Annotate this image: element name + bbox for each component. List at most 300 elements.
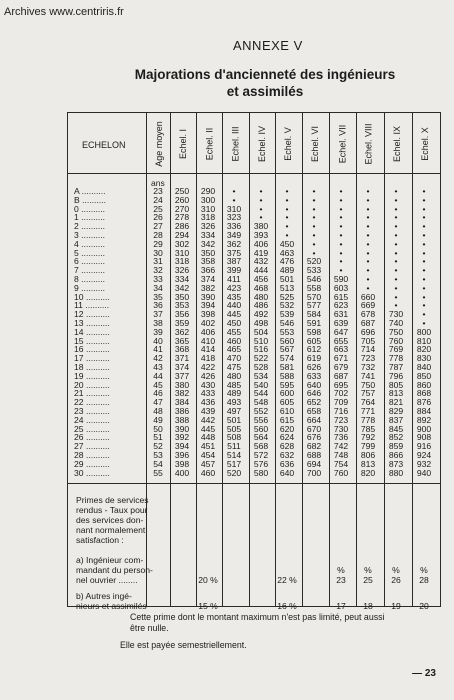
value-cell: • xyxy=(312,230,316,240)
echelon-label: 30 .......... xyxy=(74,467,110,478)
value-cell: 748 xyxy=(333,450,349,460)
prime-a-label xyxy=(76,555,153,585)
value-cell: 448 xyxy=(200,432,216,443)
age-cell: 53 xyxy=(153,450,163,460)
value-cell: 286 xyxy=(174,221,190,232)
value-cell: 556 xyxy=(253,414,269,425)
value-cell: 740 xyxy=(388,318,404,328)
value-cell: • xyxy=(422,230,426,240)
value-cell: 392 xyxy=(174,432,190,443)
value-cell: • xyxy=(259,203,263,214)
value-cell: 450 xyxy=(279,238,295,249)
column-header-text: Echel. VII xyxy=(337,124,347,164)
value-cell: • xyxy=(422,282,426,293)
value-cell: • xyxy=(394,194,398,205)
value-cell: • xyxy=(312,194,316,205)
column-header-text: Echel. VI xyxy=(310,125,320,163)
age-cell: 45 xyxy=(153,379,163,390)
value-cell: 350 xyxy=(200,247,216,258)
value-cell: • xyxy=(422,274,426,284)
value-cell: 663 xyxy=(333,344,349,355)
value-cell: • xyxy=(285,194,289,205)
value-cell: • xyxy=(285,186,289,196)
value-cell: 435 xyxy=(226,291,242,302)
value-cell: • xyxy=(259,212,263,223)
value-cell: 546 xyxy=(306,274,322,284)
prime-a-line: nel ouvrier ........ xyxy=(76,575,138,586)
value-cell: 419 xyxy=(253,247,269,258)
value-cell: 572 xyxy=(253,450,269,460)
value-cell: 475 xyxy=(226,362,242,372)
value-cell: 399 xyxy=(226,265,242,276)
age-cell: 25 xyxy=(153,203,163,214)
age-cell: 35 xyxy=(153,291,163,302)
value-cell: 436 xyxy=(200,397,216,408)
value-cell: 626 xyxy=(306,362,322,372)
value-cell: 732 xyxy=(360,362,376,372)
value-cell: 620 xyxy=(279,423,295,434)
value-cell: 560 xyxy=(279,335,295,346)
footer-line-1: Cette prime dont le montant maximum n'est pas limité, peut aussi xyxy=(130,612,385,622)
echelon-label: 15 .......... xyxy=(74,335,110,346)
value-cell: • xyxy=(422,221,426,232)
value-cell: 760 xyxy=(388,335,404,346)
column-header-text: Echel. X xyxy=(420,127,430,161)
value-cell: 603 xyxy=(333,282,349,293)
prime-b-value: 20 xyxy=(419,601,429,612)
prime-b-line: nieurs et assimilés xyxy=(76,601,147,612)
echelon-label: 19 .......... xyxy=(74,370,110,381)
echelon-label: 8 .......... xyxy=(74,274,106,284)
table-row xyxy=(68,469,442,478)
value-cell: • xyxy=(339,221,343,232)
echelon-label: 23 .......... xyxy=(74,406,110,416)
value-cell: 520 xyxy=(306,256,322,267)
value-cell: 605 xyxy=(279,397,295,408)
value-cell: 632 xyxy=(279,450,295,460)
value-cell: 576 xyxy=(253,458,269,469)
value-cell: • xyxy=(366,247,370,258)
value-cell: • xyxy=(312,212,316,223)
value-cell: 577 xyxy=(306,300,322,311)
age-cell: 50 xyxy=(153,423,163,434)
value-cell: 810 xyxy=(416,335,432,346)
age-cell: 38 xyxy=(153,318,163,328)
value-cell: 371 xyxy=(174,353,190,364)
value-cell: 709 xyxy=(333,397,349,408)
prime-b-value: 17 xyxy=(336,601,346,612)
value-cell: 374 xyxy=(174,362,190,372)
value-cell: 664 xyxy=(306,414,322,425)
value-cell: 504 xyxy=(253,326,269,337)
value-cell: 528 xyxy=(253,362,269,372)
echelon-label: 28 .......... xyxy=(74,450,110,460)
value-cell: 764 xyxy=(360,397,376,408)
column-header-text: Echel. I xyxy=(178,128,189,160)
value-cell: • xyxy=(339,238,343,249)
value-cell: 598 xyxy=(306,326,322,337)
value-cell: 799 xyxy=(360,441,376,452)
value-cell: • xyxy=(339,194,343,205)
age-cell: 40 xyxy=(153,335,163,346)
value-cell: 410 xyxy=(200,335,216,346)
value-cell: 688 xyxy=(306,450,322,460)
value-cell: 805 xyxy=(388,379,404,390)
column-header-text: Echel. IV xyxy=(257,125,267,163)
value-cell: 480 xyxy=(253,291,269,302)
value-cell: 866 xyxy=(388,450,404,460)
value-cell: 639 xyxy=(333,318,349,328)
prime-a-value: % 28 xyxy=(419,565,429,586)
value-cell: • xyxy=(339,230,343,240)
value-cell: 600 xyxy=(279,388,295,399)
value-cell: 398 xyxy=(200,309,216,320)
value-cell: 730 xyxy=(333,423,349,434)
value-cell: 671 xyxy=(333,353,349,364)
value-cell: • xyxy=(394,212,398,223)
age-cell: 54 xyxy=(153,458,163,469)
value-cell: • xyxy=(366,265,370,276)
age-cell: 47 xyxy=(153,397,163,408)
value-cell: 380 xyxy=(174,379,190,390)
value-cell: • xyxy=(394,221,398,232)
age-cell: 31 xyxy=(153,256,163,267)
prime-b-line: b) Autres ingé- xyxy=(76,591,132,602)
value-cell: • xyxy=(339,186,343,196)
echelon-label: 14 .......... xyxy=(74,326,110,337)
value-cell: 679 xyxy=(333,362,349,372)
value-cell: 493 xyxy=(226,397,242,408)
value-cell: 830 xyxy=(416,353,432,364)
prime-b-value: 15 % xyxy=(198,601,218,612)
value-cell: 646 xyxy=(306,388,322,399)
column-header-text: Echel. III xyxy=(230,126,241,162)
column-header xyxy=(223,115,247,173)
value-cell: 792 xyxy=(360,432,376,443)
age-cell: 24 xyxy=(153,194,163,205)
value-cell: 558 xyxy=(306,282,322,293)
echelon-label: 7 .......... xyxy=(74,265,106,276)
value-cell: 342 xyxy=(174,282,190,293)
value-cell: 694 xyxy=(306,458,322,469)
value-cell: 595 xyxy=(279,379,295,390)
value-cell: • xyxy=(422,212,426,223)
value-cell: 489 xyxy=(226,388,242,399)
prime-b-value: 18 xyxy=(363,601,373,612)
value-cell: • xyxy=(422,291,426,302)
value-cell: 270 xyxy=(174,203,190,214)
echelon-label: B .......... xyxy=(74,194,106,205)
echelon-label: 16 .......... xyxy=(74,344,110,355)
value-cell: 334 xyxy=(200,230,216,240)
value-cell: 445 xyxy=(226,309,242,320)
value-cell: 470 xyxy=(226,353,242,364)
value-cell: 892 xyxy=(416,414,432,425)
value-cell: 456 xyxy=(253,274,269,284)
value-cell: 489 xyxy=(279,265,295,276)
value-cell: 908 xyxy=(416,432,432,443)
primes-rule xyxy=(68,483,440,484)
value-cell: 318 xyxy=(174,256,190,267)
echelon-label: 10 .......... xyxy=(74,291,110,302)
value-cell: 868 xyxy=(416,388,432,399)
age-cell: 37 xyxy=(153,309,163,320)
value-cell: • xyxy=(422,247,426,258)
value-cell: 394 xyxy=(200,300,216,311)
value-cell: 820 xyxy=(416,344,432,355)
value-cell: 829 xyxy=(388,406,404,416)
value-cell: • xyxy=(259,194,263,205)
value-cell: 750 xyxy=(360,379,376,390)
age-cell: 36 xyxy=(153,300,163,311)
value-cell: 873 xyxy=(388,458,404,469)
value-cell: 402 xyxy=(200,318,216,328)
age-cell: 46 xyxy=(153,388,163,399)
prime-a-value: % 25 xyxy=(363,565,373,586)
value-cell: 591 xyxy=(306,318,322,328)
value-cell: 336 xyxy=(226,221,242,232)
value-cell: 486 xyxy=(253,300,269,311)
age-cell: 42 xyxy=(153,353,163,364)
age-cell: 29 xyxy=(153,238,163,249)
value-cell: 837 xyxy=(388,414,404,425)
column-header-text: Echel. II xyxy=(204,127,215,161)
prime-a-value: 22 % xyxy=(277,575,297,586)
value-cell: 588 xyxy=(279,370,295,381)
value-cell: • xyxy=(366,212,370,223)
echelon-label: 3 .......... xyxy=(74,230,106,240)
value-cell: 533 xyxy=(306,265,322,276)
value-cell: 741 xyxy=(360,370,376,381)
value-cell: • xyxy=(422,318,426,328)
value-cell: 390 xyxy=(174,423,190,434)
primes-line: Primes de services xyxy=(76,495,149,506)
footer-note xyxy=(120,612,440,651)
value-cell: 544 xyxy=(253,388,269,399)
value-cell: 377 xyxy=(174,370,190,381)
value-cell: 334 xyxy=(174,274,190,284)
echelon-label: 21 .......... xyxy=(74,388,110,399)
value-cell: 432 xyxy=(253,256,269,267)
echelon-label: 29 .......... xyxy=(74,458,110,469)
value-cell: 778 xyxy=(360,414,376,425)
value-cell: 510 xyxy=(253,335,269,346)
echelon-label: 0 .......... xyxy=(74,203,106,214)
value-cell: 813 xyxy=(360,458,376,469)
value-cell: 349 xyxy=(226,230,242,240)
value-cell: • xyxy=(422,194,426,205)
watermark: Archives www.centriris.fr xyxy=(4,6,124,18)
value-cell: 687 xyxy=(360,318,376,328)
value-cell: 785 xyxy=(360,423,376,434)
echelon-label: A .......... xyxy=(74,186,106,196)
value-cell: • xyxy=(339,212,343,223)
value-cell: 612 xyxy=(306,344,322,355)
table-row xyxy=(68,205,442,214)
value-cell: • xyxy=(285,203,289,214)
value-cell: 423 xyxy=(226,282,242,293)
echelon-label: 1 .......... xyxy=(74,212,106,223)
age-cell: 32 xyxy=(153,265,163,276)
value-cell: • xyxy=(366,238,370,249)
value-cell: 636 xyxy=(279,458,295,469)
value-cell: 553 xyxy=(279,326,295,337)
value-cell: 624 xyxy=(279,432,295,443)
echelon-label: 17 .......... xyxy=(74,353,110,364)
value-cell: • xyxy=(394,247,398,258)
value-cell: • xyxy=(312,238,316,249)
value-cell: 505 xyxy=(226,423,242,434)
value-cell: 513 xyxy=(279,282,295,293)
value-cell: • xyxy=(366,186,370,196)
prime-b-label xyxy=(76,591,147,611)
value-cell: 368 xyxy=(174,344,190,355)
value-cell: 647 xyxy=(333,326,349,337)
value-cell: • xyxy=(366,274,370,284)
value-cell: 400 xyxy=(174,467,190,478)
value-cell: 396 xyxy=(174,450,190,460)
title-line-1: Majorations d'ancienneté des ingénieurs xyxy=(134,67,396,82)
value-cell: 769 xyxy=(388,344,404,355)
prime-a-value: % 26 xyxy=(391,565,401,586)
value-cell: • xyxy=(422,309,426,320)
echelon-label: 5 .......... xyxy=(74,247,106,258)
value-cell: 640 xyxy=(306,379,322,390)
value-cell: 365 xyxy=(174,335,190,346)
echelon-header: ECHELON xyxy=(82,140,126,150)
page-title xyxy=(110,66,420,100)
value-cell: 900 xyxy=(416,423,432,434)
majorations-table xyxy=(67,112,441,612)
value-cell: 457 xyxy=(200,458,216,469)
age-cell: 43 xyxy=(153,362,163,372)
value-cell: 590 xyxy=(333,274,349,284)
echelon-label: 24 .......... xyxy=(74,414,110,425)
echelon-label: 25 .......... xyxy=(74,423,110,434)
echelon-label: 27 .......... xyxy=(74,441,110,452)
value-cell: 560 xyxy=(253,423,269,434)
value-cell: 532 xyxy=(279,300,295,311)
value-cell: 260 xyxy=(174,194,190,205)
echelon-label: 12 .......... xyxy=(74,309,110,320)
value-cell: 323 xyxy=(226,212,242,223)
value-cell: 916 xyxy=(416,441,432,452)
value-cell: 615 xyxy=(333,291,349,302)
value-cell: 633 xyxy=(306,370,322,381)
prime-b-value: 16 % xyxy=(277,601,297,612)
value-cell: 623 xyxy=(333,300,349,311)
primes-line: satisfaction : xyxy=(76,535,124,546)
value-cell: 702 xyxy=(333,388,349,399)
value-cell: • xyxy=(394,230,398,240)
value-cell: • xyxy=(339,203,343,214)
value-cell: 682 xyxy=(306,441,322,452)
value-cell: 730 xyxy=(388,309,404,320)
column-header xyxy=(147,115,171,173)
echelon-label: 18 .......... xyxy=(74,362,110,372)
age-cell: 41 xyxy=(153,344,163,355)
value-cell: 310 xyxy=(174,247,190,258)
table-row xyxy=(68,196,442,205)
value-cell: • xyxy=(394,186,398,196)
value-cell: 358 xyxy=(200,256,216,267)
value-cell: 640 xyxy=(279,467,295,478)
value-cell: 750 xyxy=(388,326,404,337)
value-cell: 564 xyxy=(253,432,269,443)
value-cell: 525 xyxy=(279,291,295,302)
value-cell: 696 xyxy=(360,326,376,337)
value-cell: 548 xyxy=(253,397,269,408)
value-cell: • xyxy=(394,300,398,311)
value-cell: • xyxy=(232,186,236,196)
value-cell: • xyxy=(394,265,398,276)
value-cell: 511 xyxy=(227,441,241,452)
value-cell: 356 xyxy=(174,309,190,320)
value-cell: 388 xyxy=(174,414,190,425)
prime-a-line: mandant du person- xyxy=(76,565,153,576)
value-cell: 393 xyxy=(253,230,269,240)
value-cell: • xyxy=(394,256,398,267)
value-cell: 884 xyxy=(416,406,432,416)
value-cell: 498 xyxy=(253,318,269,328)
value-cell: 350 xyxy=(174,291,190,302)
value-cell: • xyxy=(394,238,398,249)
value-cell: • xyxy=(259,186,263,196)
value-cell: 326 xyxy=(174,265,190,276)
value-cell: 716 xyxy=(333,406,349,416)
value-cell: • xyxy=(366,203,370,214)
value-cell: 497 xyxy=(226,406,242,416)
value-cell: 501 xyxy=(226,414,242,425)
value-cell: 444 xyxy=(253,265,269,276)
value-cell: • xyxy=(285,212,289,223)
value-cell: 778 xyxy=(388,353,404,364)
echelon-label: 4 .......... xyxy=(74,238,106,249)
value-cell: 546 xyxy=(279,318,295,328)
value-cell: 382 xyxy=(174,388,190,399)
value-cell: 476 xyxy=(279,256,295,267)
value-cell: 430 xyxy=(200,379,216,390)
value-cell: 876 xyxy=(416,397,432,408)
value-cell: 880 xyxy=(388,467,404,478)
value-cell: 860 xyxy=(416,379,432,390)
value-cell: 771 xyxy=(360,406,376,416)
value-cell: 840 xyxy=(416,362,432,372)
age-cell: 44 xyxy=(153,370,163,381)
value-cell: 655 xyxy=(333,335,349,346)
value-cell: • xyxy=(339,256,343,267)
value-cell: 485 xyxy=(226,379,242,390)
value-cell: 492 xyxy=(253,309,269,320)
value-cell: • xyxy=(312,247,316,258)
value-cell: 514 xyxy=(226,450,242,460)
value-cell: 414 xyxy=(200,344,216,355)
age-cell: 28 xyxy=(153,230,163,240)
value-cell: • xyxy=(394,291,398,302)
age-cell: 30 xyxy=(153,247,163,258)
value-cell: 796 xyxy=(388,370,404,381)
header-rule xyxy=(68,173,440,174)
echelon-label: 6 .......... xyxy=(74,256,106,267)
value-cell: 605 xyxy=(306,335,322,346)
value-cell: 501 xyxy=(279,274,295,284)
value-cell: 850 xyxy=(416,370,432,381)
value-cell: 610 xyxy=(279,406,295,416)
column-header xyxy=(171,115,195,173)
value-cell: 362 xyxy=(226,238,242,249)
value-cell: 460 xyxy=(200,467,216,478)
column-header xyxy=(413,115,437,173)
